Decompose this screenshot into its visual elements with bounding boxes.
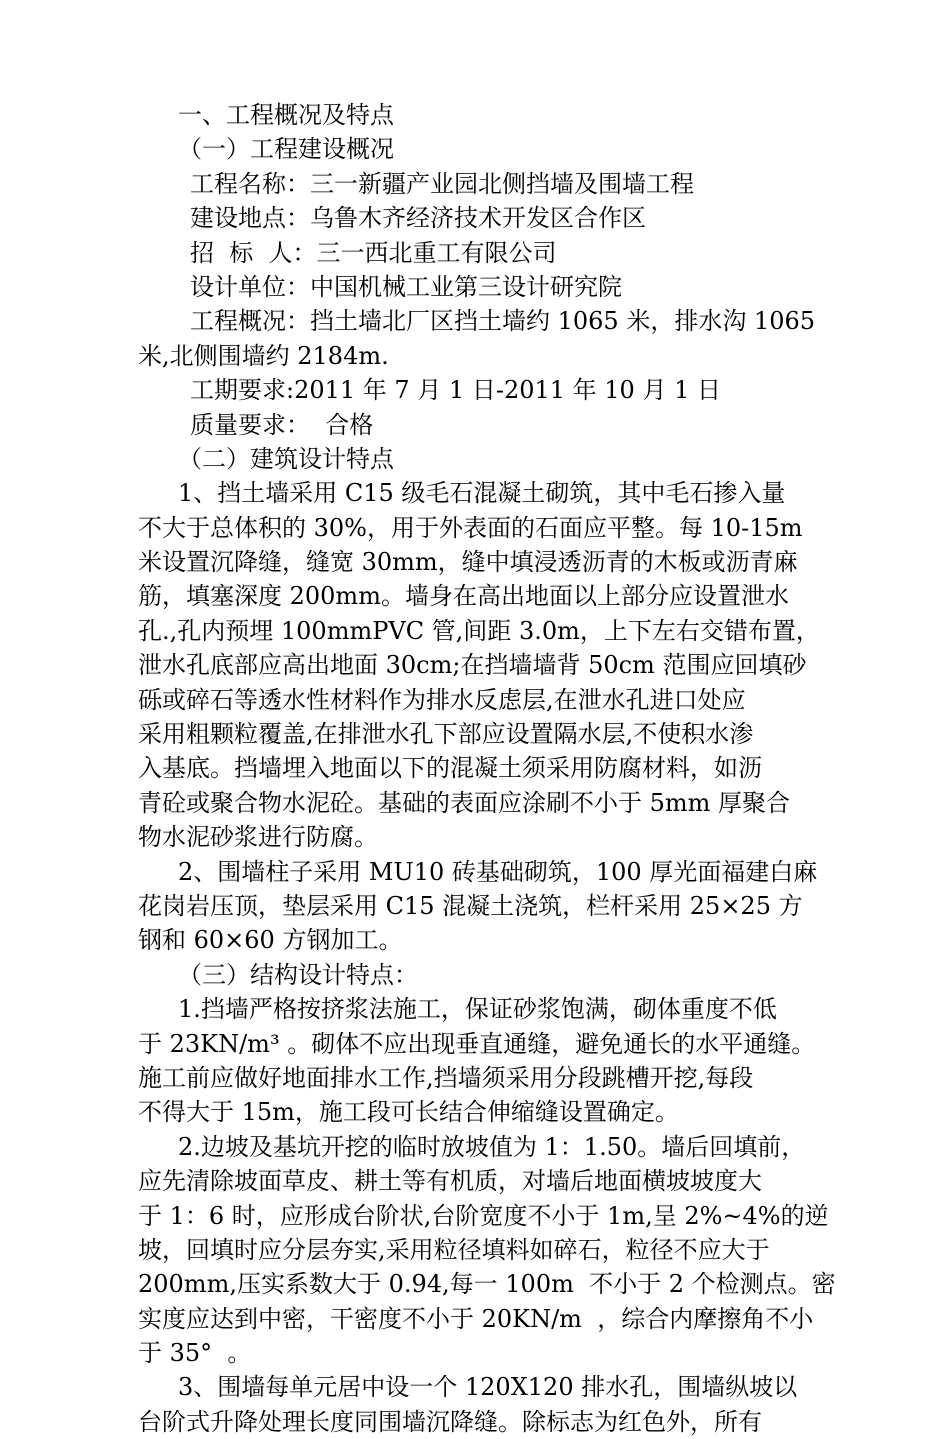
paragraph-line: 3、围墙每单元居中设一个 120X120 排水孔，围墙纵坡以 (178, 1373, 798, 1402)
project-overview-line-1: 工程概况：挡土墙北厂区挡土墙约 1065 米，排水沟 1065 (190, 307, 816, 336)
paragraph-line: 不得大于 15m，施工段可长结合伸缩缝设置确定。 (138, 1098, 679, 1127)
paragraph-line: 2、围墙柱子采用 MU10 砖基础砌筑，100 厚光面福建白麻 (178, 857, 818, 886)
section-title-structure: （三）结构设计特点： (178, 960, 418, 989)
paragraph-line: 花岗岩压顶，垫层采用 C15 混凝土浇筑，栏杆采用 25×25 方 (138, 891, 803, 920)
paragraph-line: 入基底。挡墙埋入地面以下的混凝土须采用防腐材料，如沥 (138, 754, 762, 783)
paragraph-line: 于 23KN/m³ 。砌体不应出现垂直通缝，避免通长的水平通缝。 (138, 1029, 816, 1058)
paragraph-line: 孔.,孔内预埋 100mmPVC 管,间距 3.0m，上下左右交错布置， (138, 616, 820, 645)
project-quality: 质量要求： 合格 (190, 410, 374, 439)
paragraph-line: 砾或碎石等透水性材料作为排水反虑层,在泄水孔进口处应 (138, 685, 746, 714)
paragraph-line: 筋，填塞深度 200mm。墙身在高出地面以上部分应设置泄水 (138, 582, 789, 611)
paragraph-line: 采用粗颗粒覆盖,在排泄水孔下部应设置隔水层,不使积水渗 (138, 720, 754, 749)
paragraph-line: 于 1：6 时，应形成台阶状,台阶宽度不小于 1m,呈 2%~4%的逆 (138, 1201, 829, 1230)
paragraph-line: 200mm,压实系数大于 0.94,每一 100m 不小于 2 个检测点。密 (138, 1270, 836, 1299)
project-location: 建设地点：乌鲁木齐经济技术开发区合作区 (190, 204, 646, 233)
project-period: 工期要求:2011 年 7 月 1 日-2011 年 10 月 1 日 (190, 376, 721, 405)
document-body (138, 98, 836, 1439)
paragraph-line: 钢和 60×60 方钢加工。 (138, 926, 403, 955)
project-overview-line-2: 米,北侧围墙约 2184m. (138, 341, 389, 370)
paragraph-line: 应先清除坡面草皮、耕土等有机质，对墙后地面横坡坡度大 (138, 1167, 762, 1196)
project-bidder: 招 标 人：三一西北重工有限公司 (190, 238, 557, 267)
paragraph-line: 物水泥砂浆进行防腐。 (138, 823, 378, 852)
paragraph-line: 实度应达到中密，干密度不小于 20KN/m ，综合内摩擦角不小 (138, 1304, 814, 1333)
heading-project-overview: 一、工程概况及特点 (178, 101, 394, 129)
project-name: 工程名称：三一新疆产业园北侧挡墙及围墙工程 (190, 169, 694, 198)
paragraph-line: 米设置沉降缝，缝宽 30mm，缝中填浸透沥青的木板或沥青麻 (138, 548, 798, 577)
paragraph-line: 青砼或聚合物水泥砼。基础的表面应涂刷不小于 5mm 厚聚合 (138, 788, 791, 817)
paragraph-line: 1、挡土墙采用 C15 级毛石混凝土砌筑，其中毛石掺入量 (178, 479, 786, 508)
paragraph-line: 2.边坡及基坑开挖的临时放坡值为 1：1.50。墙后回填前， (178, 1132, 806, 1161)
paragraph-line: 1.挡墙严格按挤浆法施工，保证砂浆饱满，砌体重度不低 (178, 995, 777, 1024)
paragraph-line: 于 35° 。 (138, 1339, 252, 1368)
section-title-construction-overview: （一）工程建设概况 (178, 135, 394, 164)
paragraph-line: 施工前应做好地面排水工作,挡墙须采用分段跳槽开挖,每段 (138, 1063, 754, 1092)
paragraph-line: 坡，回填时应分层夯实,采用粒径填料如碎石，粒径不应大于 (138, 1235, 770, 1264)
project-designer: 设计单位：中国机械工业第三设计研究院 (190, 272, 622, 301)
paragraph-line: 泄水孔底部应高出地面 30cm;在挡墙墙背 50cm 范围应回填砂 (138, 651, 807, 680)
paragraph-line: 不大于总体积的 30%，用于外表面的石面应平整。每 10-15m (138, 513, 803, 542)
paragraph-line: 台阶式升降处理长度同围墙沉降缝。除标志为红色外，所有 (138, 1407, 762, 1436)
section-title-architecture: （二）建筑设计特点 (178, 444, 394, 473)
